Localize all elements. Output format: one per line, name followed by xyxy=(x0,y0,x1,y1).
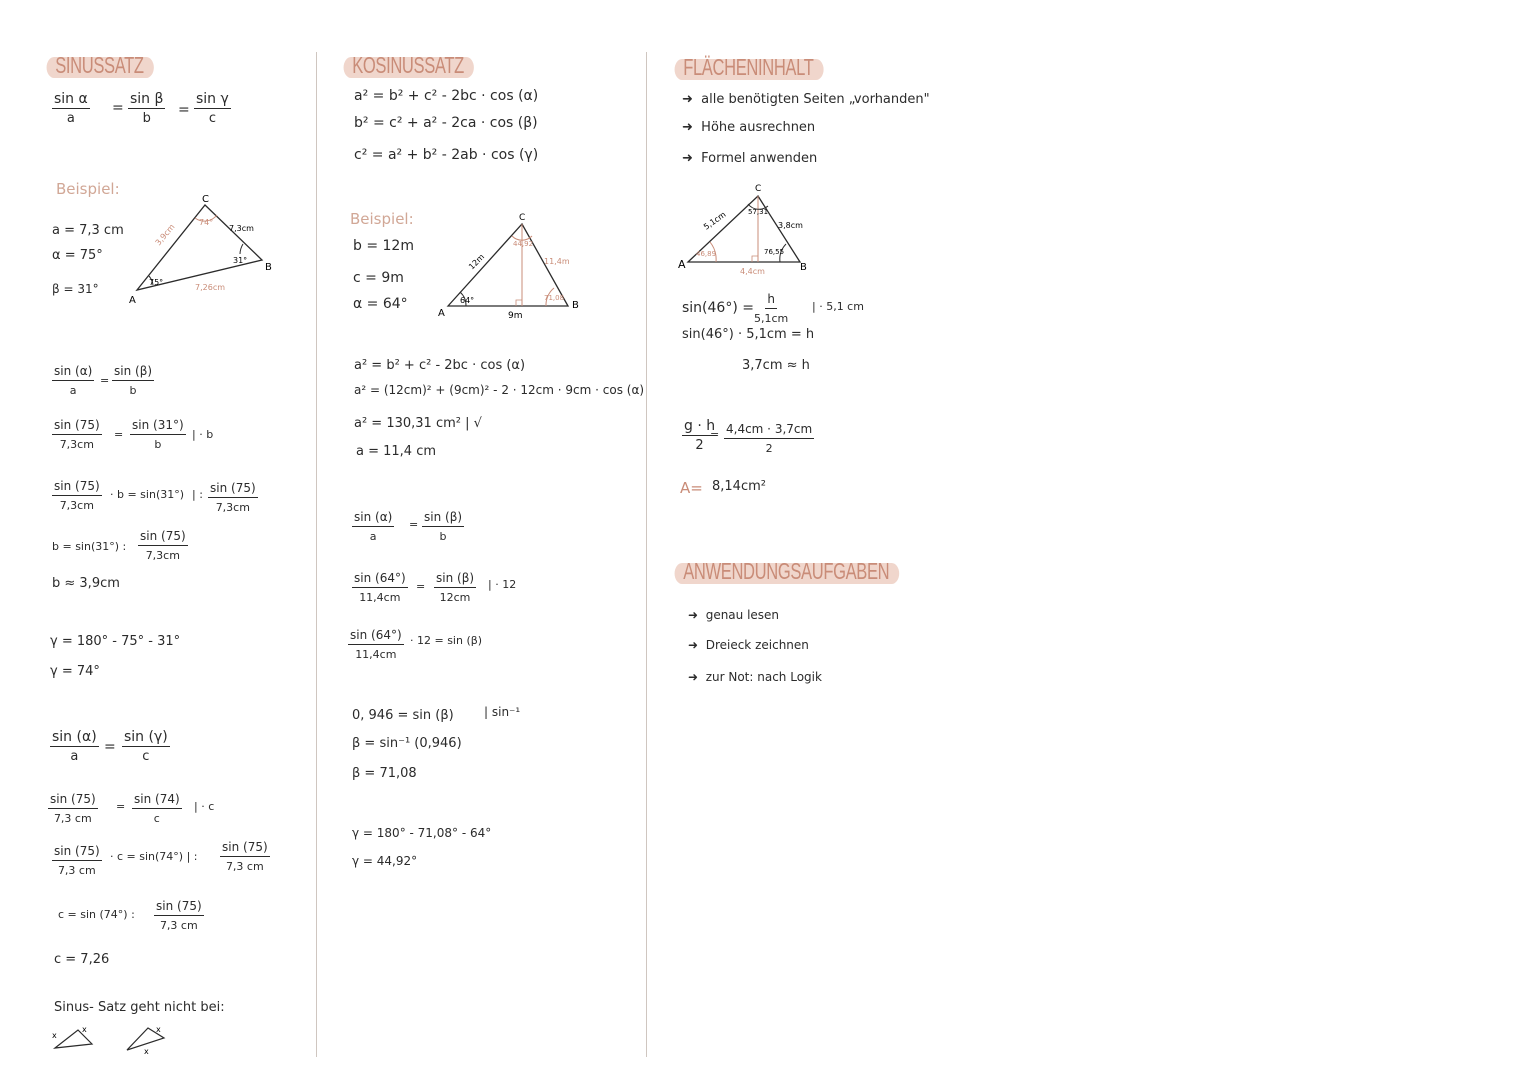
gamma-calc-2: γ = 180° - 71,08° - 64° xyxy=(352,826,492,840)
side-bc: 3,8cm xyxy=(778,221,803,230)
triangle-sketch-2 xyxy=(124,1022,174,1056)
s7-rhs: $\frac{\sin (74)}{c}$ xyxy=(134,792,180,825)
s6-rhs: $\frac{\sin (\gamma)}{c}$ xyxy=(124,729,168,764)
given-beta: β = 31° xyxy=(52,282,99,296)
vertex-b: B xyxy=(800,262,807,273)
gamma-calc: γ = 180° - 75° - 31° xyxy=(50,634,181,649)
area-rhs: $\frac{4,4cm \cdot 3,7cm}{2}$ xyxy=(726,422,813,455)
side-bc: 7,3cm xyxy=(229,224,254,233)
gamma-result: γ = 74° xyxy=(50,664,100,679)
heading-sinussatz: SINUSSATZ xyxy=(48,52,151,79)
s10-result: c = 7,26 xyxy=(54,952,110,967)
bullet-3: ➜ Formel anwenden xyxy=(682,151,818,166)
column-divider-2 xyxy=(646,52,647,1057)
side-ac: 5,1cm xyxy=(701,209,728,232)
vertex-c: C xyxy=(519,213,526,223)
formula-eq: = xyxy=(112,100,124,116)
side-ab: 9m xyxy=(508,311,523,321)
vertex-b: B xyxy=(572,300,579,311)
s6-eq: = xyxy=(104,739,116,755)
bullet-1: ➜ alle benötigten Seiten „vorhanden" xyxy=(682,92,930,107)
vertex-b: B xyxy=(265,262,272,273)
given-c: c = 9m xyxy=(353,270,404,286)
s8-mid: · c = sin(74°) | : xyxy=(110,850,198,863)
s2-lhs: $\frac{\sin (75)}{7,3cm}$ xyxy=(54,418,100,451)
arrow-icon: ➜ xyxy=(682,92,693,107)
s3-lhs: $\frac{\sin (75)}{7,3cm}$ xyxy=(54,479,100,512)
kosinus-formula-b: b² = c² + a² - 2ca · cos (β) xyxy=(354,115,538,131)
arrow-icon: ➜ xyxy=(682,151,693,166)
vertex-c: C xyxy=(202,194,209,205)
k-s2-op: | · 12 xyxy=(488,578,517,591)
svg-text:x: x xyxy=(144,1047,149,1056)
formula-sin-gamma: $\frac{\text{sin γ}}{c}$ xyxy=(196,91,229,126)
k-s3-frac: $\frac{\sin (64^\circ)}{11,4cm}$ xyxy=(350,628,402,661)
vertex-c: C xyxy=(755,184,762,194)
s7-op: | · c xyxy=(194,800,215,813)
arrow-icon: ➜ xyxy=(682,120,693,135)
s7-eq: = xyxy=(116,800,126,813)
angle-c: 44,92 xyxy=(513,240,534,248)
heading-anwendungsaufgaben: ANWENDUNGSAUFGABEN xyxy=(676,558,896,585)
triangle-kosinussatz xyxy=(436,208,586,321)
k-s2-lhs: $\frac{\sin (64^\circ)}{11,4cm}$ xyxy=(354,571,406,604)
angle-a: 75° xyxy=(149,278,164,287)
height-lhs: sin(46°) = xyxy=(682,300,754,316)
s6-lhs: $\frac{\sin (\alpha)}{a}$ xyxy=(52,729,97,764)
angle-a: 64° xyxy=(460,296,475,305)
side-ac: 12m xyxy=(467,252,487,272)
k-s3-rhs: · 12 = sin (β) xyxy=(410,634,483,647)
note-sinus: Sinus- Satz geht nicht bei: xyxy=(54,1000,225,1015)
s1-lhs: $\frac{\sin (\alpha)}{a}$ xyxy=(54,364,93,397)
s5-result: b ≈ 3,9cm xyxy=(52,576,120,591)
angle-a: 46,89 xyxy=(696,250,717,258)
k-s1-rhs: $\frac{\sin (\beta)}{b}$ xyxy=(424,510,463,543)
s3-rhs: $\frac{\sin (75)}{7,3cm}$ xyxy=(210,481,256,514)
k-s1-eq: = xyxy=(409,518,419,531)
formula-sin-alpha: $\frac{\text{sin α}}{a}$ xyxy=(54,91,88,126)
s4-lhs: b = sin(31°) : xyxy=(52,540,127,553)
side-ac: 3,9cm xyxy=(153,222,177,248)
s4-frac: $\frac{\sin (75)}{7,3cm}$ xyxy=(140,529,186,562)
calc-line-4: a = 11,4 cm xyxy=(356,444,437,459)
s1-eq: = xyxy=(100,374,110,387)
bullet2-1: ➜ genau lesen xyxy=(688,608,780,622)
beta-line-1-op: | sin⁻¹ xyxy=(484,705,521,719)
s2-eq: = xyxy=(114,428,124,441)
height-line-3: 3,7cm ≈ h xyxy=(742,358,810,373)
area-eq: = xyxy=(710,428,720,441)
formula-sin-beta: $\frac{\text{sin β}}{b}$ xyxy=(130,91,164,126)
svg-text:x: x xyxy=(156,1025,161,1034)
height-op: | · 5,1 cm xyxy=(812,300,864,313)
beta-line-1: 0, 946 = sin (β) xyxy=(352,708,454,723)
given-a: a = 7,3 cm xyxy=(52,223,124,238)
s1-rhs: $\frac{\sin (\beta)}{b}$ xyxy=(114,364,153,397)
vertex-a: A xyxy=(678,258,686,271)
area-result-value: 8,14cm² xyxy=(712,479,766,494)
side-bc: 11,4m xyxy=(544,257,570,266)
triangle-sketch-1 xyxy=(52,1022,102,1056)
angle-c: 57,31 xyxy=(748,208,769,216)
triangle-flaecheninhalt xyxy=(676,180,826,280)
calc-line-1: a² = b² + c² - 2bc · cos (α) xyxy=(354,358,526,373)
example-label: Beispiel: xyxy=(56,180,120,198)
k-s2-rhs: $\frac{\sin (\beta)}{12cm}$ xyxy=(436,571,475,604)
vertex-a: A xyxy=(129,295,136,306)
arrow-icon: ➜ xyxy=(688,670,699,684)
bullet2-3: ➜ zur Not: nach Logik xyxy=(688,670,822,684)
vertex-a: A xyxy=(438,308,445,319)
side-ab: 7,26cm xyxy=(195,283,226,292)
column-divider-1 xyxy=(316,52,317,1057)
calc-line-3: a² = 130,31 cm² | √ xyxy=(354,416,482,431)
kosinus-formula-c: c² = a² + b² - 2ab · cos (γ) xyxy=(354,147,539,163)
s3-mid: · b = sin(31°) xyxy=(110,488,185,501)
s3-op: | : xyxy=(192,488,203,501)
angle-c: 74° xyxy=(199,218,214,227)
beta-line-2: β = sin⁻¹ (0,946) xyxy=(352,736,462,751)
arrow-icon: ➜ xyxy=(688,608,699,622)
angle-b: 71,08 xyxy=(544,294,565,302)
arrow-icon: ➜ xyxy=(688,638,699,652)
kosinus-formula-a: a² = b² + c² - 2bc · cos (α) xyxy=(354,88,539,104)
bullet-2: ➜ Höhe ausrechnen xyxy=(682,120,816,135)
area-result-label: A= xyxy=(680,479,703,497)
s7-lhs: $\frac{\sin (75)}{7,3 cm}$ xyxy=(50,792,96,825)
s9-lhs: c = sin (74°) : xyxy=(58,908,135,921)
gamma-result-2: γ = 44,92° xyxy=(352,854,418,868)
k-s2-eq: = xyxy=(416,580,426,593)
side-ab: 4,4cm xyxy=(740,267,765,276)
example-label-2: Beispiel: xyxy=(350,210,414,228)
s9-frac: $\frac{\sin (75)}{7,3 cm}$ xyxy=(156,899,202,932)
s8-rhs: $\frac{\sin (75)}{7,3 cm}$ xyxy=(222,840,268,873)
k-s1-lhs: $\frac{\sin (\alpha)}{a}$ xyxy=(354,510,393,543)
height-line-2: sin(46°) · 5,1cm = h xyxy=(682,327,815,342)
given-b: b = 12m xyxy=(353,238,414,254)
height-frac: $\frac{h}{5,1cm}$ xyxy=(754,292,789,325)
svg-text:x: x xyxy=(82,1025,87,1034)
s2-rhs: $\frac{\sin (31^\circ)}{b}$ xyxy=(132,418,184,451)
heading-flaecheninhalt: FLÄCHENINHALT xyxy=(676,54,821,81)
formula-eq: = xyxy=(178,102,190,118)
angle-b: 76,55 xyxy=(764,248,785,256)
heading-kosinussatz: KOSINUSSATZ xyxy=(345,52,471,79)
bullet2-2: ➜ Dreieck zeichnen xyxy=(688,638,809,652)
given-alpha: α = 75° xyxy=(52,248,103,263)
given-alpha-2: α = 64° xyxy=(353,296,408,312)
triangle-sinussatz xyxy=(125,190,275,310)
area-lhs: $\frac{g \cdot h}{2}$ xyxy=(684,418,716,453)
svg-text:x: x xyxy=(52,1031,57,1040)
calc-line-2: a² = (12cm)² + (9cm)² - 2 · 12cm · 9cm · cos (α) xyxy=(354,383,645,397)
angle-b: 31° xyxy=(233,256,248,265)
s8-lhs: $\frac{\sin (75)}{7,3 cm}$ xyxy=(54,844,100,877)
s2-op: | · b xyxy=(192,428,214,441)
beta-line-3: β = 71,08 xyxy=(352,766,417,781)
